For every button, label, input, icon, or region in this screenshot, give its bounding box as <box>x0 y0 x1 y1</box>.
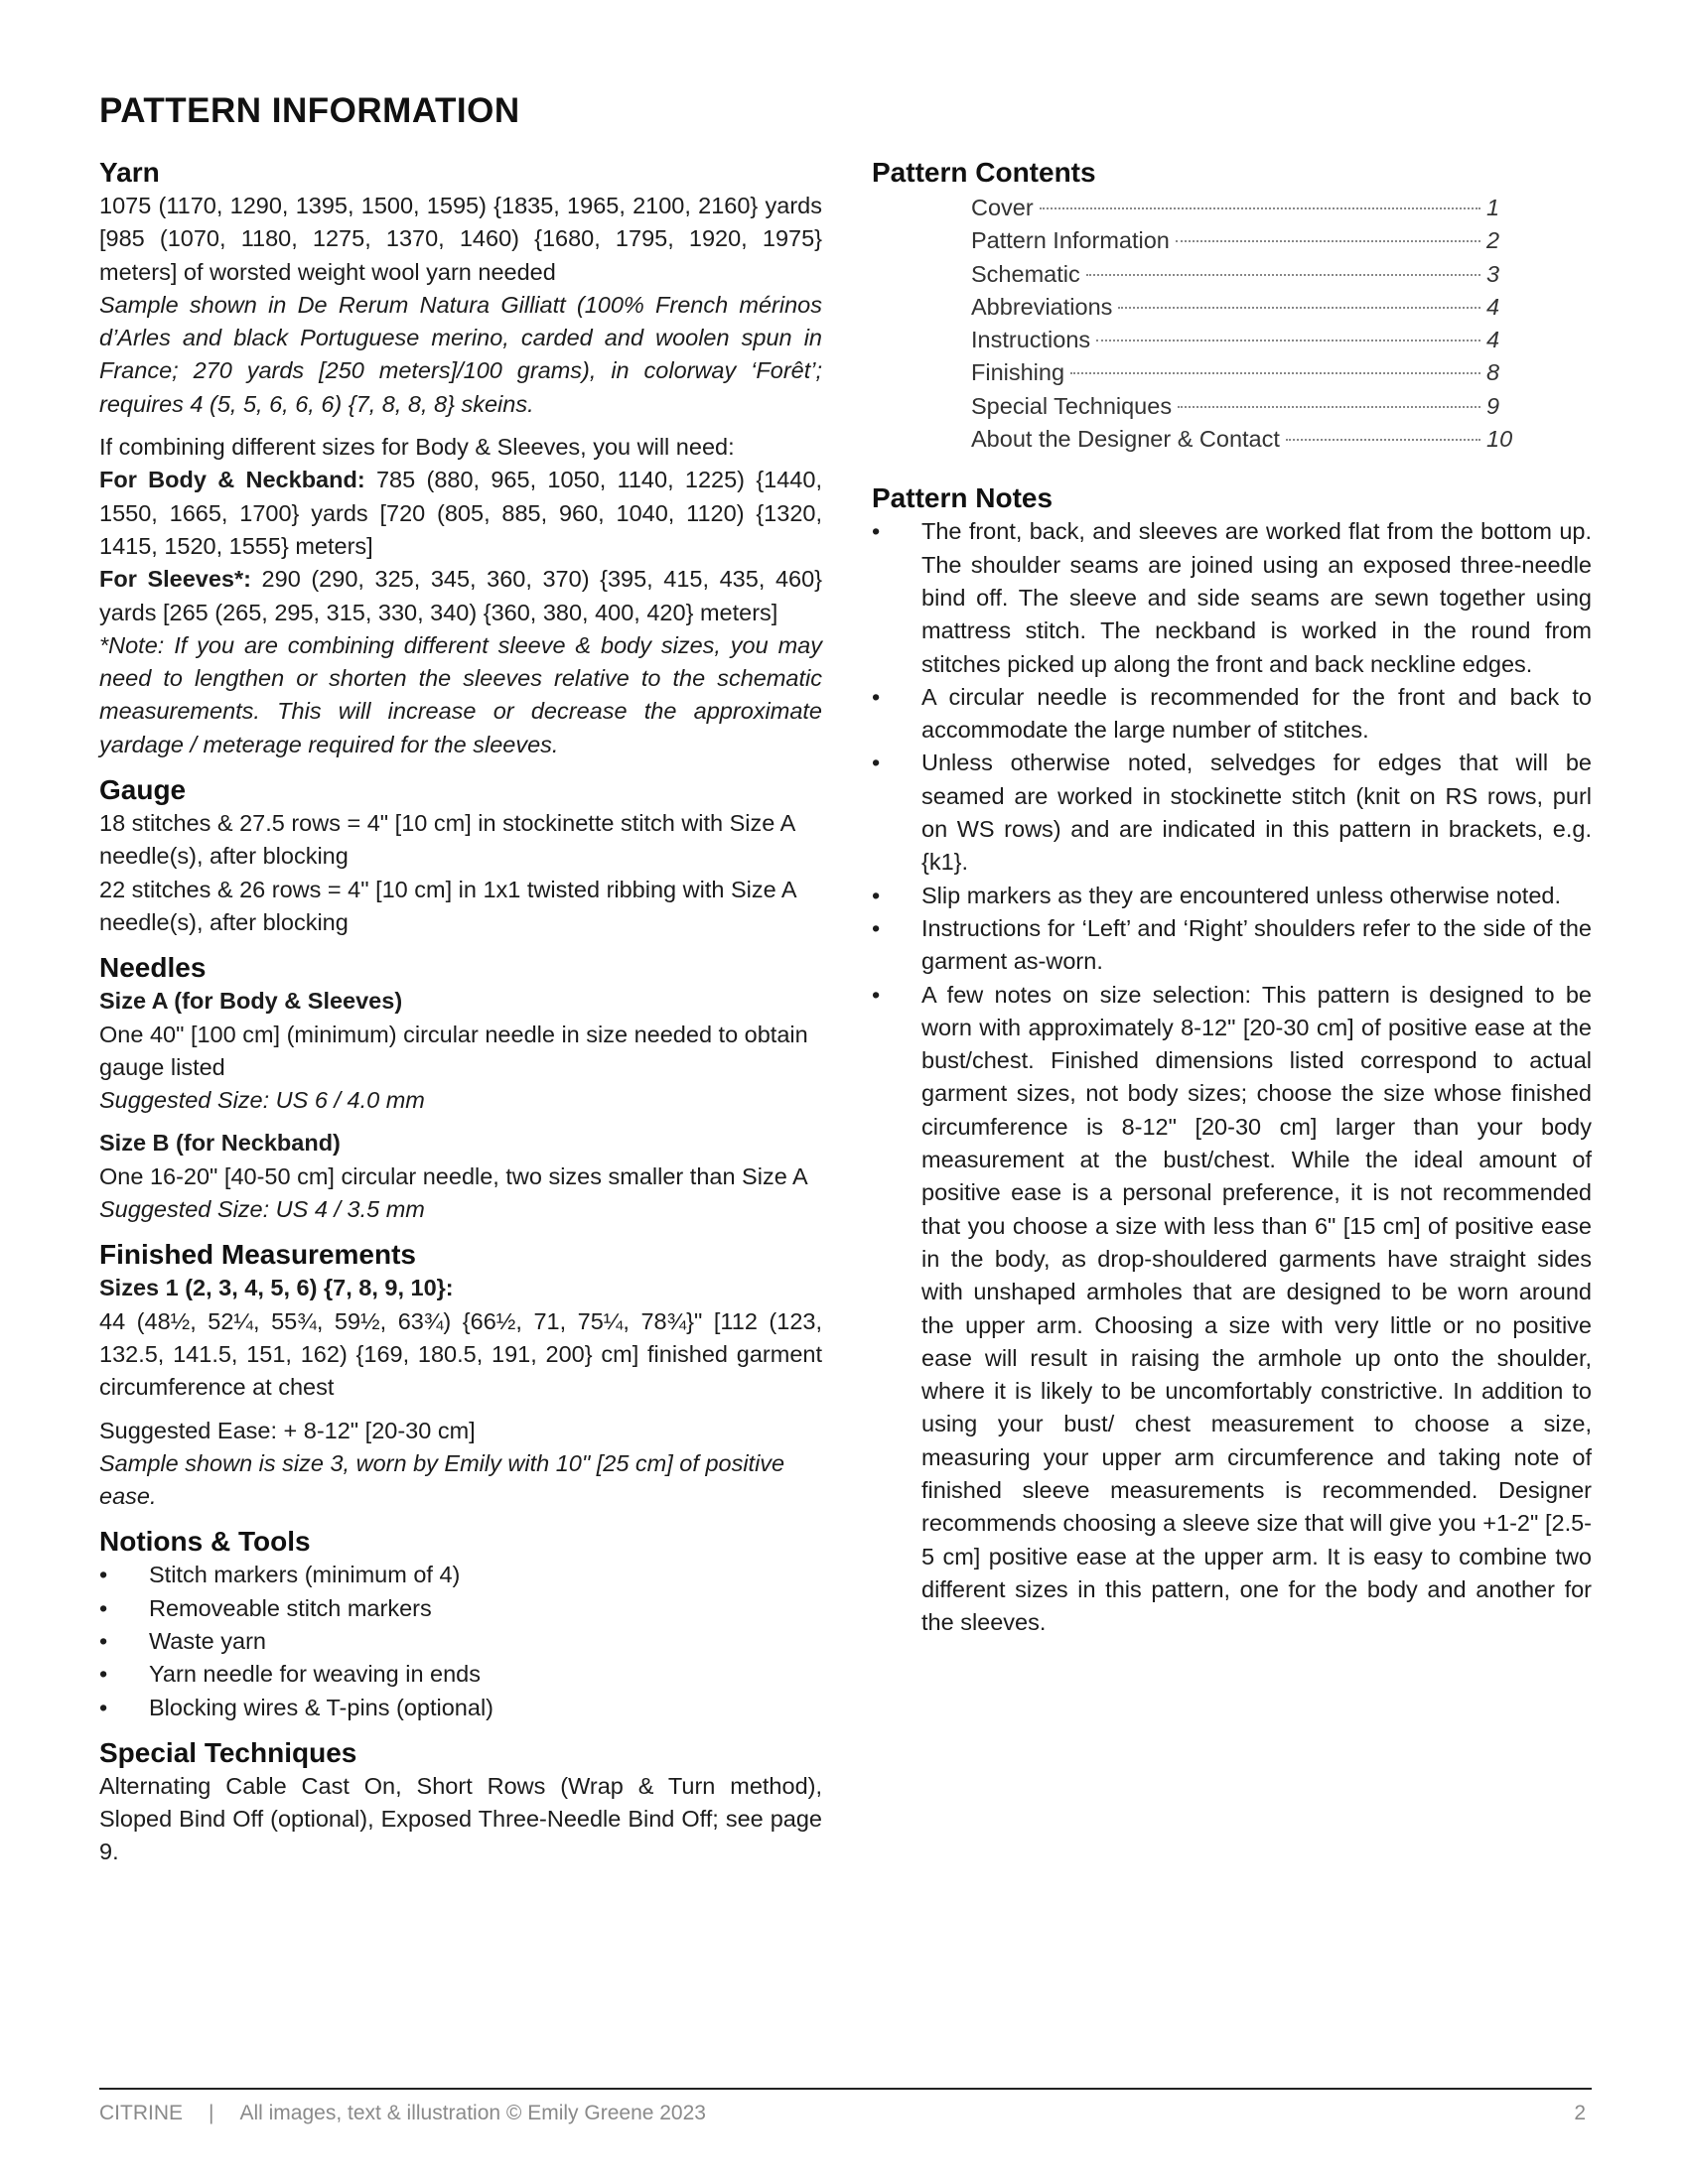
bullet-icon: • <box>872 981 881 1008</box>
list-item: • A few notes on size selection: This pattern is designed to be worn with approximately 8-12" [20-30 cm] of positive ease at the bust/chest. Finished dimensions listed correspond to actual garment sizes, not body sizes; choose the size whose finished circumference is 8-12" [20-30 cm] larger than your body measurement at the bust/chest. While the ideal amount of positive ease is a personal preference, it is not recommended that you choose a size with less than 6" [15 cm] of positive ease in the body, as drop-shouldered garments have straight sides with unshaped armholes that are designed to be worn around the upper arm. Choosing a size with very little or no positive ease will result in raising the armhole up onto the shoulder, where it is likely to be uncomfortably constrictive. In addition to using your bust/ chest measurement to choose a size, measuring your upper arm circumference and taking note of finished sleeve measurements is recommended. Designer recommends choosing a sleeve size that will give you +1-2" [2.5-5 cm] positive ease at the upper arm. It is easy to combine two different sizes in this pattern, one for the body and another for the sleeves. <box>872 979 1592 1640</box>
finished-sample: Sample shown is size 3, worn by Emily with 10" [25 cm] of positive ease. <box>99 1449 785 1510</box>
yarn-body-amount <box>99 464 822 563</box>
toc-entry[interactable]: Finishing 8 <box>971 359 1500 386</box>
contents-heading: Pattern Contents <box>872 157 1096 188</box>
footer-pattern-name: CITRINE <box>99 2102 183 2124</box>
finished-heading: Finished Measurements <box>99 1239 416 1271</box>
toc-leader <box>1040 207 1480 209</box>
yarn-sleeves-text: 290 (290, 325, 345, 360, 370) {395, 415, 435, 460} yards [265 (265, 295, 315, 330, 340) {360, 380, 400, 420} meters] <box>99 566 822 625</box>
bullet-icon: • <box>872 518 881 545</box>
list-item: • The front, back, and sleeves are worked flat from the bottom up. The shoulder seams are joined using an exposed three-needle bind off. The sleeve and side seams are sewn together using mattress stitch. The neckband is worked in the round from stitches picked up along the front and back neckline edges. <box>872 515 1592 680</box>
gauge-section <box>99 773 822 939</box>
special-heading: Special Techniques <box>99 1736 357 1768</box>
left-column <box>99 156 822 1881</box>
toc-leader <box>1118 307 1480 309</box>
list-item: • Unless otherwise noted, selvedges for edges that will be seamed are worked in stockinette stitch (knit on RS rows, purl on WS rows) and are indicated in this pattern in brackets, e.g. {k1}. <box>872 747 1592 879</box>
yarn-combining-intro: If combining different sizes for Body & Sleeves, you will need: <box>99 434 735 461</box>
contents-section <box>872 156 1592 456</box>
toc-leader <box>1286 439 1480 441</box>
toc-leader <box>1178 406 1480 408</box>
gauge-line-2: 22 stitches & 26 rows = 4" [10 cm] in 1x1 twisted ribbing with Size A needle(s), after blocking <box>99 876 796 935</box>
gauge-heading: Gauge <box>99 774 187 806</box>
yarn-sample: Sample shown in De Rerum Natura Gilliatt (100% French mérinos d’Arles and black Portuguese merino, carded and woolen spun in France; 270 yards [250 meters]/100 grams), in colorway ‘Forêt’; requires 4 (5, 5, 6, 6, 6) {7, 8, 8, 8} skeins. <box>99 291 822 417</box>
toc-leader <box>1176 240 1480 242</box>
needle-b-suggested: Suggested Size: US 4 / 3.5 mm <box>99 1196 425 1223</box>
page-footer <box>99 2099 1592 2128</box>
list-item: • Waste yarn <box>99 1625 822 1658</box>
yarn-heading: Yarn <box>99 157 160 188</box>
bullet-icon: • <box>99 1627 108 1654</box>
needle-b-label: Size B (for Neckband) <box>99 1130 341 1157</box>
needle-b-text: One 16-20" [40-50 cm] circular needle, two sizes smaller than Size A <box>99 1162 808 1189</box>
right-column <box>872 156 1592 1651</box>
yarn-sleeves-label: For Sleeves*: <box>99 566 251 593</box>
needle-a-label: Size A (for Body & Sleeves) <box>99 988 403 1015</box>
finished-sizes: Sizes 1 (2, 3, 4, 5, 6) {7, 8, 9, 10}: <box>99 1275 454 1301</box>
yarn-section <box>99 156 822 761</box>
bullet-icon: • <box>99 1661 108 1688</box>
notions-section <box>99 1525 822 1723</box>
bullet-icon: • <box>872 914 881 941</box>
yarn-note: *Note: If you are combining different sleeve & body sizes, you may need to lengthen or shorten the sleeves relative to the schematic measurements. This will increase or decrease the approximate yardage / meterage required for the sleeves. <box>99 631 822 757</box>
notions-heading: Notions & Tools <box>99 1526 311 1558</box>
finished-measurements-section <box>99 1238 822 1513</box>
bullet-icon: • <box>872 750 881 776</box>
toc-leader <box>1070 372 1480 374</box>
notes-heading: Pattern Notes <box>872 482 1054 514</box>
bullet-icon: • <box>872 683 881 710</box>
list-item: • Stitch markers (minimum of 4) <box>99 1559 822 1591</box>
toc-entry[interactable]: Special Techniques 9 <box>971 392 1500 419</box>
needles-section <box>99 951 822 1226</box>
yarn-body-text: 785 (880, 965, 1050, 1140, 1225) {1440, 1550, 1665, 1700} yards [720 (805, 885, 960, 1040, 1120) {1320, 1415, 1520, 1555} meters] <box>99 467 822 559</box>
list-item: • A circular needle is recommended for the front and back to accommodate the large number of stitches. <box>872 681 1592 748</box>
finished-text: 44 (48½, 52¼, 55¾, 59½, 63¾) {66½, 71, 75¼, 78¾}" [112 (123, 132.5, 141.5, 151, 162) {169, 180.5, 191, 200} cm] finished garment circumference at chest <box>99 1307 822 1401</box>
toc-leader <box>1096 340 1480 341</box>
toc-entry[interactable]: Instructions 4 <box>971 327 1500 353</box>
toc-entry[interactable]: Schematic 3 <box>971 260 1500 287</box>
table-of-contents <box>971 192 1512 456</box>
footer-divider <box>99 2088 1592 2090</box>
list-item: • Yarn needle for weaving in ends <box>99 1658 822 1691</box>
footer-copyright: All images, text & illustration © Emily Greene 2023 <box>239 2102 706 2124</box>
gauge-line-1: 18 stitches & 27.5 rows = 4" [10 cm] in stockinette stitch with Size A needle(s), after blocking <box>99 810 794 870</box>
toc-entry[interactable]: Pattern Information 2 <box>971 227 1500 254</box>
bullet-icon: • <box>99 1694 108 1720</box>
toc-entry[interactable]: Abbreviations 4 <box>971 293 1500 320</box>
bullet-icon: • <box>872 882 881 908</box>
toc-leader <box>1086 274 1480 276</box>
list-item: • Slip markers as they are encountered unless otherwise noted. <box>872 880 1592 912</box>
special-text: Alternating Cable Cast On, Short Rows (Wrap & Turn method), Sloped Bind Off (optional), Exposed Three-Needle Bind Off; see page 9. <box>99 1772 822 1865</box>
special-techniques-section <box>99 1736 822 1869</box>
bullet-icon: • <box>99 1562 108 1588</box>
page-title: PATTERN INFORMATION <box>99 91 520 130</box>
notes-section <box>872 481 1592 1639</box>
list-item: • Blocking wires & T-pins (optional) <box>99 1692 822 1724</box>
yarn-amount: 1075 (1170, 1290, 1395, 1500, 1595) {1835, 1965, 2100, 2160} yards [985 (1070, 1180, 1275, 1370, 1460) {1680, 1795, 1920, 1975} meters] of worsted weight wool yarn needed <box>99 193 822 285</box>
needles-heading: Needles <box>99 952 207 984</box>
yarn-sleeves-amount <box>99 563 822 629</box>
notions-list <box>99 1559 822 1723</box>
yarn-body-label: For Body & Neckband: <box>99 467 365 493</box>
footer-separator: | <box>209 2102 214 2124</box>
list-item: • Removeable stitch markers <box>99 1592 822 1625</box>
bullet-icon: • <box>99 1594 108 1621</box>
list-item: • Instructions for ‘Left’ and ‘Right’ shoulders refer to the side of the garment as-worn. <box>872 912 1592 979</box>
page-number: 2 <box>1574 2102 1586 2124</box>
needle-a-suggested: Suggested Size: US 6 / 4.0 mm <box>99 1087 425 1114</box>
needle-a-text: One 40" [100 cm] (minimum) circular needle in size needed to obtain gauge listed <box>99 1021 808 1080</box>
notes-list <box>872 515 1592 1639</box>
finished-ease: Suggested Ease: + 8-12" [20-30 cm] <box>99 1417 476 1443</box>
toc-entry[interactable]: Cover 1 <box>971 195 1500 220</box>
toc-entry[interactable]: About the Designer & Contact 10 <box>971 426 1513 453</box>
